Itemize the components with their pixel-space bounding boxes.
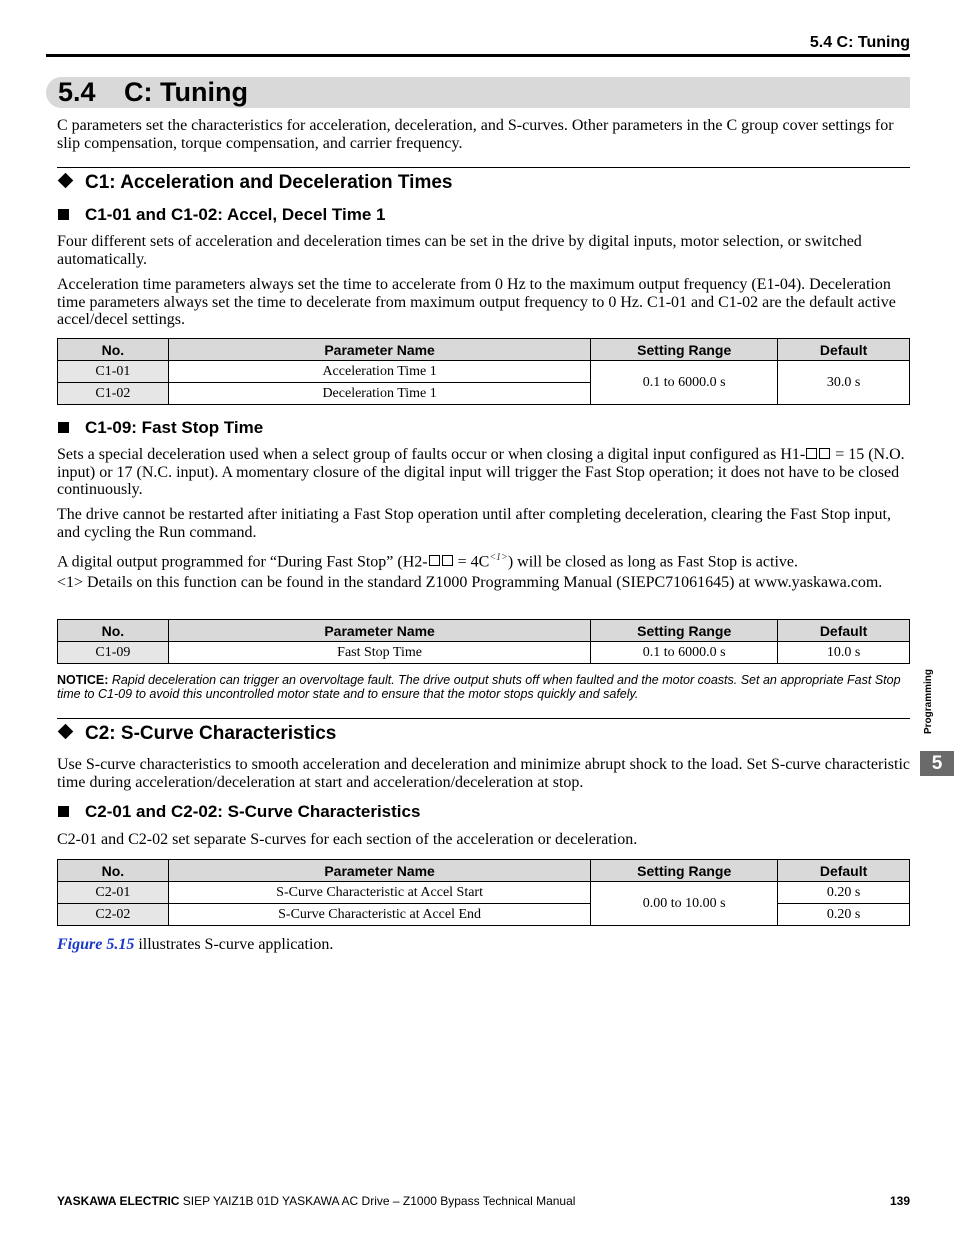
param-range: 0.1 to 6000.0 s	[591, 361, 778, 405]
c2-01-heading	[58, 802, 420, 822]
text-span: illustrates S-curve application.	[134, 936, 334, 953]
notice	[57, 673, 912, 701]
footer-text	[57, 1194, 575, 1208]
text-span: ) will be closed as long as Fast Stop is active.	[507, 553, 798, 571]
notice-text: Rapid deceleration can trigger an overvoltage fault. The drive output shuts off when faulted and the motor coasts. Set an appropriate Fast Stop time to C1-09 to avoid this uncontrolled motor state and to ensure that the motor stops quickly and safely.	[57, 673, 901, 701]
header-rule	[46, 54, 910, 57]
param-no: C2-02	[58, 904, 169, 926]
param-no: C1-09	[58, 642, 169, 664]
placeholder-box-icon	[806, 448, 817, 459]
param-no: C2-01	[58, 882, 169, 904]
placeholder-box-icon	[442, 555, 453, 566]
diamond-bullet-icon	[58, 724, 74, 740]
c2-heading-text: C2: S-Curve Characteristics	[85, 723, 337, 744]
c1-01-table	[57, 338, 910, 405]
section-title	[58, 77, 248, 108]
param-name: S-Curve Characteristic at Accel Start	[168, 882, 590, 904]
c1-09-table	[57, 619, 910, 664]
intro-paragraph: C parameters set the characteristics for acceleration, deceleration, and S-curves. Other parameters in the C group cover settings for slip compensation, torque compensation, and carrier frequency.	[57, 117, 894, 152]
c1-heading	[56, 172, 452, 194]
square-bullet-icon	[58, 209, 69, 220]
footnote-ref[interactable]: <1>	[489, 552, 508, 563]
col-header-default: Default	[778, 860, 910, 882]
c1-heading-text: C1: Acceleration and Deceleration Times	[85, 172, 453, 193]
square-bullet-icon	[58, 806, 69, 817]
param-default: 0.20 s	[778, 882, 910, 904]
c2-01-table	[57, 859, 910, 926]
text-span: A digital output programmed for “During Fast Stop” (H2-	[57, 553, 428, 571]
section-number: 5.4	[58, 77, 96, 107]
param-name: Fast Stop Time	[168, 642, 590, 664]
table-row	[58, 904, 910, 926]
col-header-no: No.	[58, 860, 169, 882]
col-header-name: Parameter Name	[168, 620, 590, 642]
col-header-default: Default	[778, 339, 910, 361]
c1-01-paragraph-1: Four different sets of acceleration and deceleration times can be set in the drive by digital inputs, motor selection, or switched automatically.	[57, 233, 862, 268]
param-default: 0.20 s	[778, 904, 910, 926]
diamond-bullet-icon	[58, 173, 74, 189]
placeholder-box-icon	[819, 448, 830, 459]
side-tab-label: Programming	[923, 668, 934, 734]
param-default: 30.0 s	[778, 361, 910, 405]
table-row	[58, 882, 910, 904]
c1-01-heading-text: C1-01 and C1-02: Accel, Decel Time 1	[85, 205, 386, 224]
c1-09-heading-text: C1-09: Fast Stop Time	[85, 418, 264, 437]
section-divider	[57, 718, 910, 719]
table-header-row	[58, 860, 910, 882]
param-no: C1-02	[58, 383, 169, 405]
col-header-range: Setting Range	[591, 339, 778, 361]
text-span: = 4C	[453, 553, 490, 571]
placeholder-box-icon	[429, 555, 440, 566]
notice-label: NOTICE:	[57, 673, 109, 687]
col-header-range: Setting Range	[591, 620, 778, 642]
c1-09-heading	[58, 418, 263, 438]
figure-link[interactable]: Figure 5.15	[57, 936, 135, 953]
c1-01-paragraph-2: Acceleration time parameters always set the time to accelerate from 0 Hz to the maximum output frequency (E1-04). Deceleration time parameters always set the time to decelerate from maximum output frequency to 0 Hz. C1-01 and C1-02 are the default active accel/decel settings.	[57, 276, 896, 328]
param-name: S-Curve Characteristic at Accel End	[168, 904, 590, 926]
table-header-row	[58, 620, 910, 642]
col-header-no: No.	[58, 620, 169, 642]
table-row	[58, 642, 910, 664]
square-bullet-icon	[58, 422, 69, 433]
figure-reference	[57, 936, 912, 954]
c1-01-heading	[58, 205, 385, 225]
c1-09-paragraph-1	[57, 446, 912, 499]
section-title-text: C: Tuning	[124, 77, 248, 107]
footer-brand: YASKAWA ELECTRIC	[57, 1194, 180, 1208]
param-no: C1-01	[58, 361, 169, 383]
page-number: 139	[889, 1194, 910, 1208]
col-header-range: Setting Range	[591, 860, 778, 882]
footer-doc: SIEP YAIZ1B 01D YASKAWA AC Drive – Z1000 Bypass Technical Manual	[179, 1194, 576, 1208]
chapter-tab[interactable]: 5	[920, 751, 954, 776]
param-range: 0.1 to 6000.0 s	[591, 642, 778, 664]
text-span: = 15 (N.O. input) or 17 (N.C. input). A momentary closure of the digital input will trigger the Fast Stop operation; it does not have to be closed continuously.	[57, 446, 905, 498]
footnote: <1> Details on this function can be found in the standard Z1000 Programming Manual (SIEPC71061645) at www.yaskawa.com.	[57, 574, 883, 591]
col-header-no: No.	[58, 339, 169, 361]
c2-heading	[56, 723, 336, 745]
param-name: Deceleration Time 1	[168, 383, 590, 405]
c2-paragraph-1: Use S-curve characteristics to smooth acceleration and deceleration and minimize abrupt shock to the load. Set S-curve characteristic time during acceleration/deceleration at start and acceleration/deceleration at stop.	[57, 756, 910, 791]
col-header-default: Default	[778, 620, 910, 642]
section-divider	[57, 167, 910, 168]
running-head: 5.4 C: Tuning	[809, 34, 910, 51]
param-range: 0.00 to 10.00 s	[591, 882, 778, 926]
c2-01-heading-text: C2-01 and C2-02: S-Curve Characteristics	[85, 802, 421, 821]
text-span: Sets a special deceleration used when a select group of faults occur or when closing a digital input configured as H1-	[57, 446, 806, 463]
table-header-row	[58, 339, 910, 361]
param-name: Acceleration Time 1	[168, 361, 590, 383]
c1-09-paragraph-3	[57, 549, 912, 571]
table-row	[58, 361, 910, 383]
c1-09-paragraph-2: The drive cannot be restarted after initiating a Fast Stop operation until after completing deceleration, clearing the Fast Stop input, and cycling the Run command.	[57, 506, 891, 541]
c2-01-paragraph-1: C2-01 and C2-02 set separate S-curves for each section of the acceleration or deceleration.	[57, 831, 638, 848]
col-header-name: Parameter Name	[168, 339, 590, 361]
param-default: 10.0 s	[778, 642, 910, 664]
col-header-name: Parameter Name	[168, 860, 590, 882]
